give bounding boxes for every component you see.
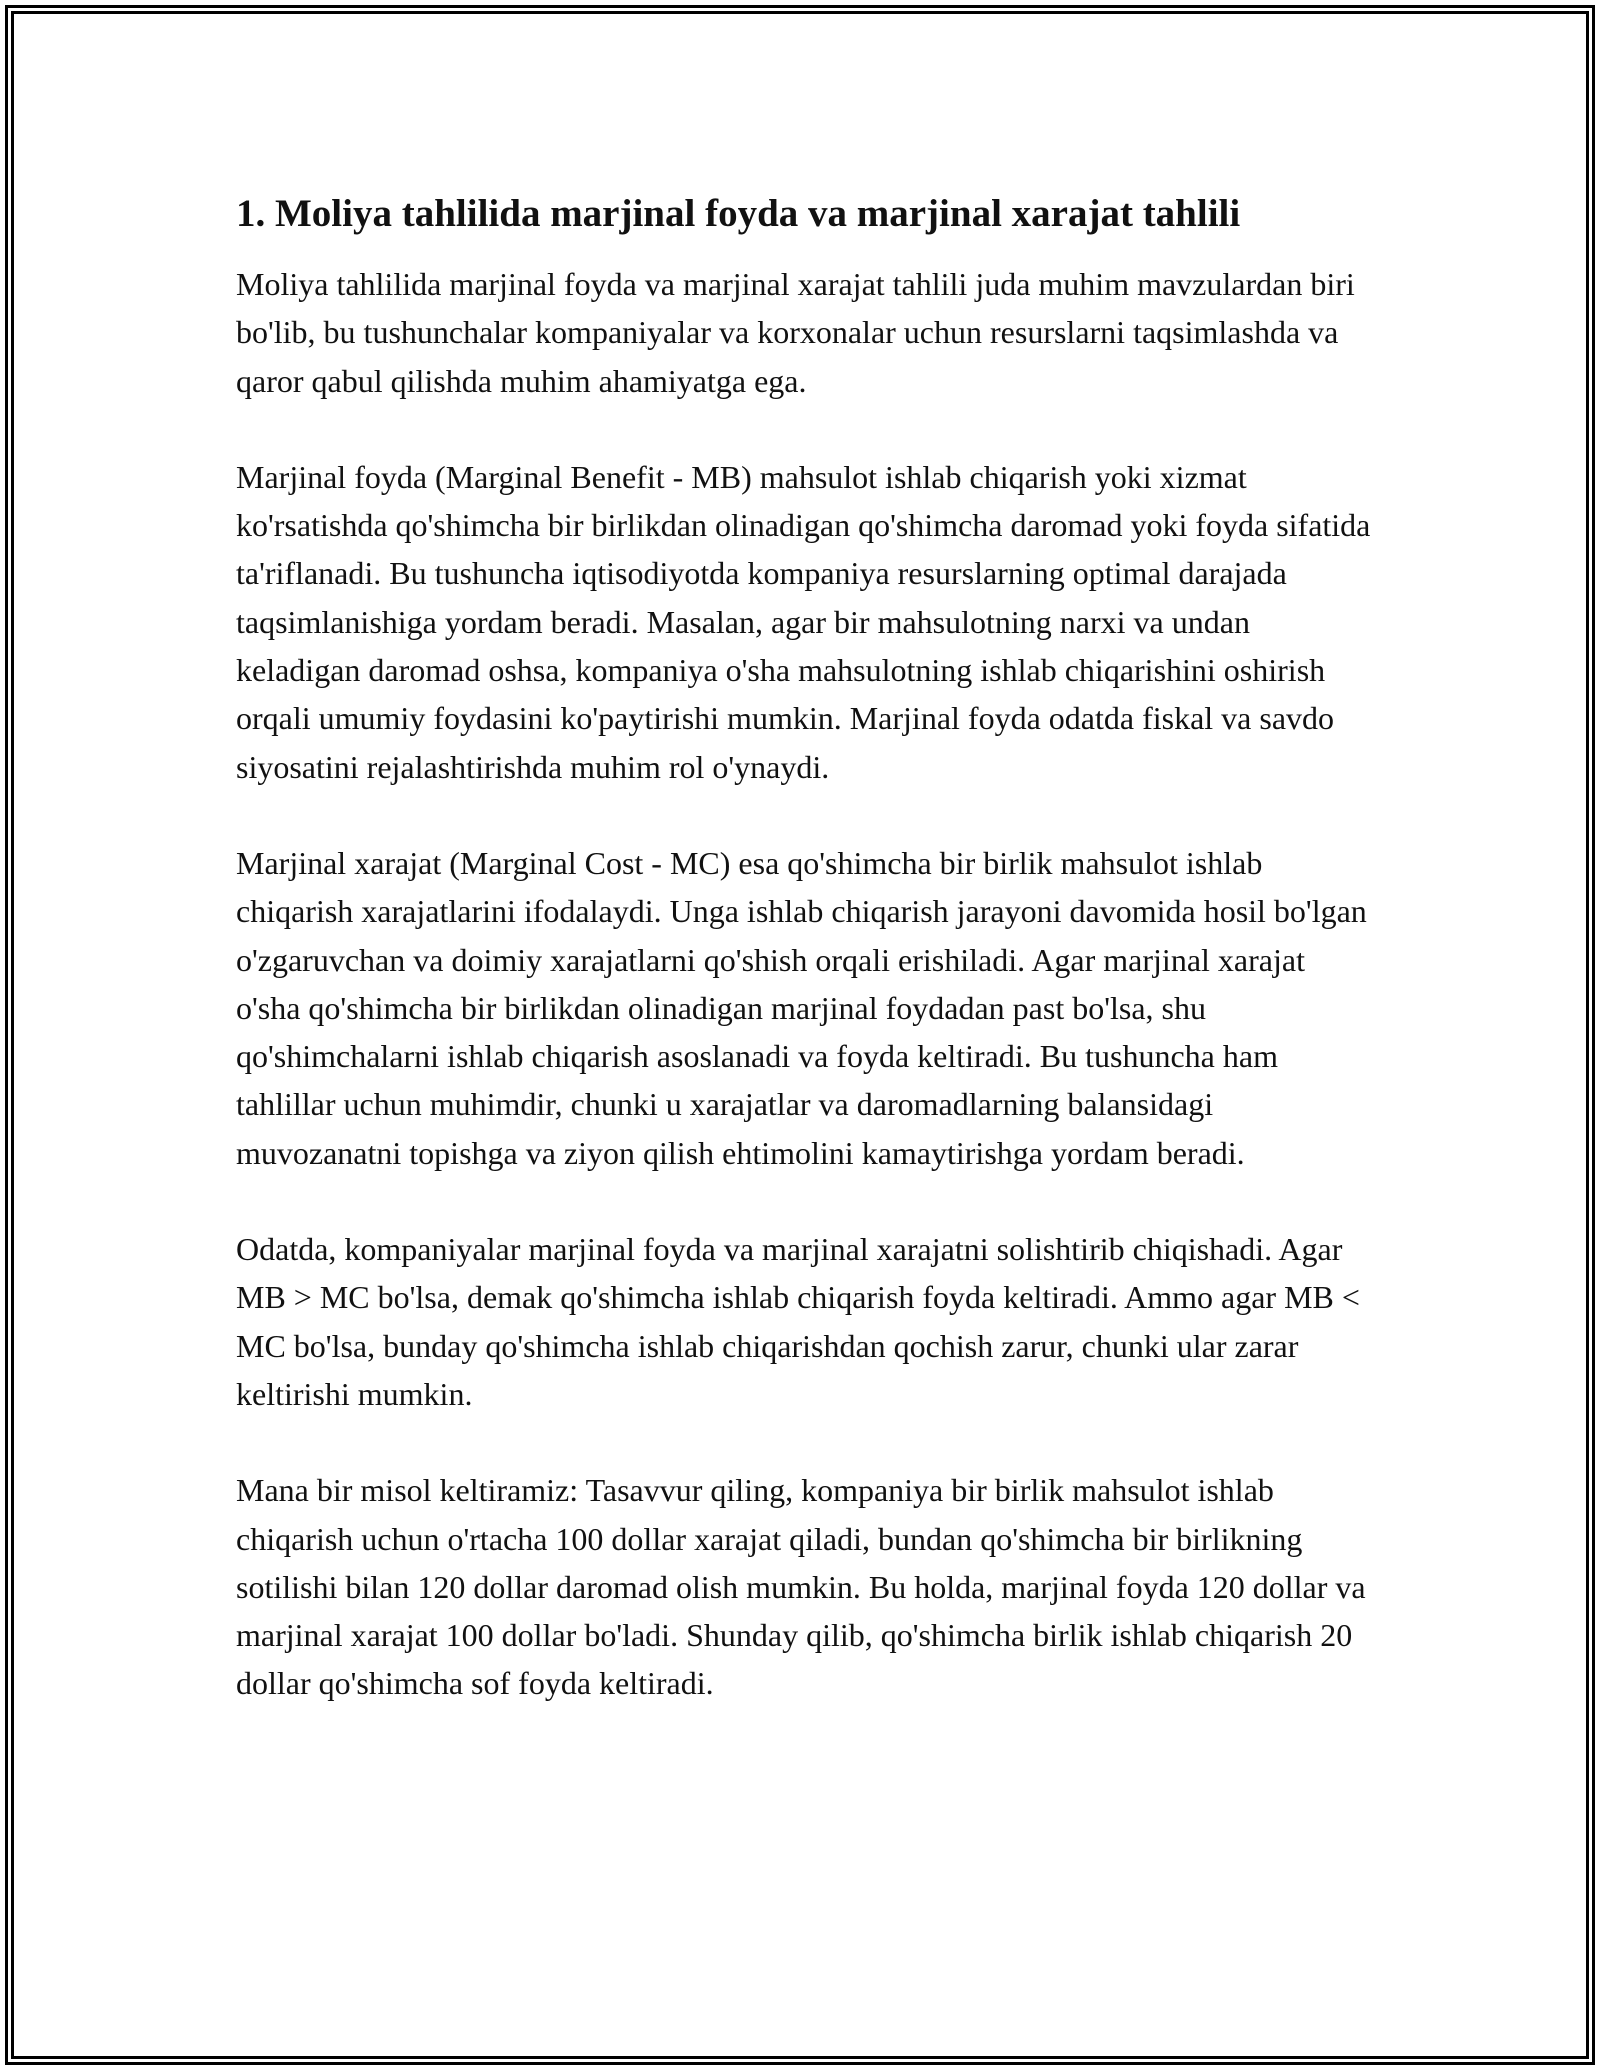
document-title: 1. Moliya tahlilida marjinal foyda va marjinal xarajat tahlili (236, 192, 1241, 235)
paragraph-marginal-benefit: Marjinal foyda (Marginal Benefit - MB) mahsulot ishlab chiqarish yoki xizmat ko'rsatishda qo'shimcha bir birlikdan olinadigan qo'shimcha daromad yoki foyda sifatida ta'riflanadi. Bu tushuncha iqtisodiyotda kompaniya resurslarning optimal darajada taqsimlanishiga yordam beradi. Masalan, agar bir mahsulotning narxi va undan keladigan daromad oshsa, kompaniya o'sha mahsulotning ishlab chiqarishini oshirish orqali umumiy foydasini ko'paytirishi mumkin. Marjinal foyda odatda fiskal va savdo siyosatini rejalashtirishda muhim rol o'ynaydi. (236, 458, 1371, 785)
paragraph-intro: Moliya tahlilida marjinal foyda va marjinal xarajat tahlili juda muhim mavzulardan biri bo'lib, bu tushunchalar kompaniyalar va korxonalar uchun resurslarni taqsimlashda va qaror qabul qilishda muhim ahamiyatga ega. (236, 266, 1355, 399)
paragraph-marginal-cost: Marjinal xarajat (Marginal Cost - MC) esa qo'shimcha bir birlik mahsulot ishlab chiqarish xarajatlarini ifodalaydi. Unga ishlab chiqarish jarayoni davomida hosil bo'lgan o'zgaruvchan va doimiy xarajatlarni qo'shish orqali erishiladi. Agar marjinal xarajat o'sha qo'shimcha bir birlikdan olinadigan marjinal foydadan past bo'lsa, shu qo'shimchalarni ishlab chiqarish asoslanadi va foyda keltiradi. Bu tushuncha ham tahlillar uchun muhimdir, chunki u xarajatlar va daromadlarning balansidagi muvozanatni topishga va ziyon qilish ehtimolini kamaytirishga yordam beradi. (236, 844, 1367, 1171)
paragraph-comparison: Odatda, kompaniyalar marjinal foyda va marjinal xarajatni solishtirib chiqishadi. Agar MB > MC bo'lsa, demak qo'shimcha ishlab chiqarish foyda keltiradi. Ammo agar MB < MC bo'lsa, bunday qo'shimcha ishlab chiqarishdan qochish zarur, chunki ular zarar keltirishi mumkin. (236, 1231, 1360, 1412)
paragraph-example: Mana bir misol keltiramiz: Tasavvur qiling, kompaniya bir birlik mahsulot ishlab chiqarish uchun o'rtacha 100 dollar xarajat qiladi, bundan qo'shimcha bir birlikning sotilishi bilan 120 dollar daromad olish mumkin. Bu holda, marjinal foyda 120 dollar va marjinal xarajat 100 dollar bo'ladi. Shunday qilib, qo'shimcha birlik ishlab chiqarish 20 dollar qo'shimcha sof foyda keltiradi. (236, 1472, 1366, 1702)
document-body (236, 188, 1376, 1756)
